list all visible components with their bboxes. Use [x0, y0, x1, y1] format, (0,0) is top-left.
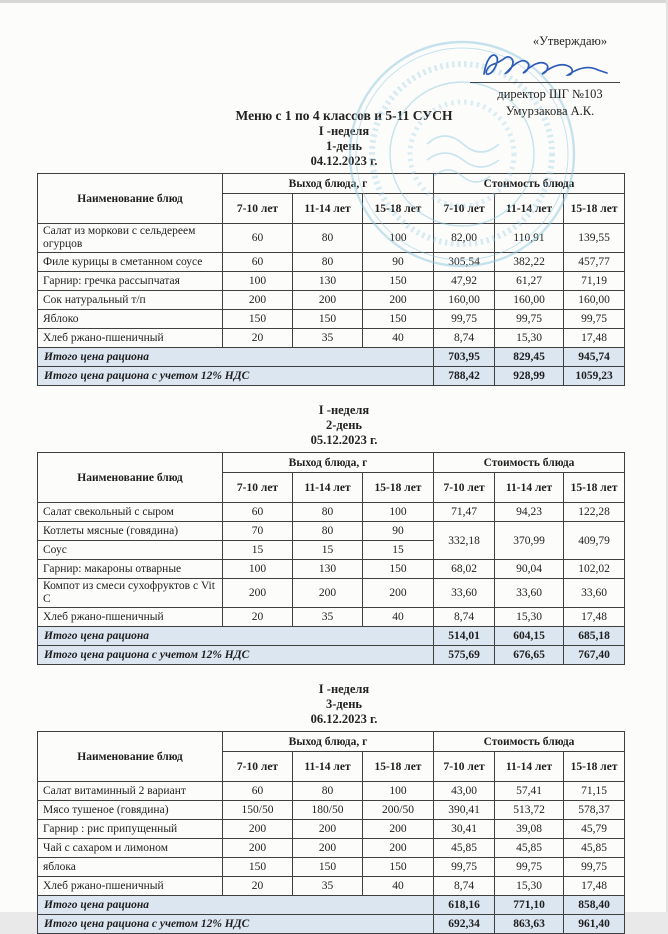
output-value: 150/50 [223, 801, 293, 820]
total-value: 692,34 [434, 915, 495, 934]
signature-area [452, 50, 648, 86]
dish-row [38, 253, 625, 272]
output-value: 150 [223, 310, 293, 329]
output-value: 60 [223, 253, 293, 272]
dish-row [38, 560, 625, 579]
director-name: Умурзакова А.К. [505, 104, 595, 118]
output-value: 200 [293, 839, 363, 858]
dish-name: Компот из смеси сухофруктов с Vit C [38, 579, 223, 608]
age-header: 15-18 лет [564, 194, 625, 224]
cost-value: 382,22 [495, 253, 564, 272]
cost-value: 160,00 [564, 291, 625, 310]
total-value: 771,10 [495, 896, 564, 915]
cost-value: 160,00 [495, 291, 564, 310]
age-header: 7-10 лет [434, 752, 495, 782]
output-value: 200 [363, 839, 434, 858]
dish-name: Яблоко [38, 310, 223, 329]
total-value: 685,18 [564, 627, 625, 646]
dish-row [38, 579, 625, 608]
menu-table-day3 [37, 731, 625, 934]
menu-title: Меню с 1 по 4 классов и 5-11 СУСН [235, 108, 453, 123]
cost-value: 160,00 [434, 291, 495, 310]
week-label-3: I -неделя [318, 682, 370, 696]
total-value: 676,65 [495, 646, 564, 665]
total-value: 703,95 [434, 348, 495, 367]
total-value: 961,40 [564, 915, 625, 934]
age-header: 7-10 лет [434, 473, 495, 503]
cost-value: 33,60 [564, 579, 625, 608]
cost-value: 513,72 [495, 801, 564, 820]
cost-group-header: Стоимость блюда [434, 732, 625, 752]
total-value: 575,69 [434, 646, 495, 665]
dish-row [38, 820, 625, 839]
output-value: 100 [363, 782, 434, 801]
age-header: 15-18 лет [363, 473, 434, 503]
age-header: 11-14 лет [495, 752, 564, 782]
output-value: 40 [363, 608, 434, 627]
output-value: 200 [293, 579, 363, 608]
output-value: 100 [363, 224, 434, 253]
dish-row [38, 291, 625, 310]
dish-name: Мясо тушеное (говядина) [38, 801, 223, 820]
dish-name: Салат свекольный с сыром [38, 503, 223, 522]
dish-row [38, 224, 625, 253]
cost-value: 94,23 [495, 503, 564, 522]
output-value: 200 [223, 579, 293, 608]
dish-name: Гарнир : рис припущенный [38, 820, 223, 839]
cost-value: 17,48 [564, 877, 625, 896]
output-value: 200 [363, 291, 434, 310]
output-value: 80 [293, 522, 363, 541]
cost-value: 39,08 [495, 820, 564, 839]
output-value: 130 [293, 272, 363, 291]
cost-value: 30,41 [434, 820, 495, 839]
cost-value: 33,60 [434, 579, 495, 608]
cost-value-merged: 370,99 [495, 522, 564, 560]
week-label-1: I -неделя [318, 124, 370, 138]
day-label-2: 2-день [325, 418, 363, 432]
cost-value: 139,55 [564, 224, 625, 253]
dish-name: Чай с сахаром и лимоном [38, 839, 223, 858]
output-group-header: Выход блюда, г [223, 453, 434, 473]
age-header: 11-14 лет [293, 194, 363, 224]
cost-value: 99,75 [434, 858, 495, 877]
output-value: 40 [363, 329, 434, 348]
cost-group-header: Стоимость блюда [434, 174, 625, 194]
output-value: 200/50 [363, 801, 434, 820]
cost-value: 45,79 [564, 820, 625, 839]
cost-value: 47,92 [434, 272, 495, 291]
approval-block [452, 33, 648, 120]
dish-name: яблока [38, 858, 223, 877]
cost-value: 390,41 [434, 801, 495, 820]
cost-group-header: Стоимость блюда [434, 453, 625, 473]
cost-value: 71,19 [564, 272, 625, 291]
output-value: 150 [363, 272, 434, 291]
total-value: 829,45 [495, 348, 564, 367]
cost-value: 99,75 [564, 858, 625, 877]
total-value: 858,40 [564, 896, 625, 915]
age-header: 15-18 лет [564, 752, 625, 782]
cost-value: 99,75 [495, 858, 564, 877]
cost-value: 578,37 [564, 801, 625, 820]
dish-row [38, 608, 625, 627]
cost-value: 99,75 [564, 310, 625, 329]
cost-value: 45,85 [564, 839, 625, 858]
dish-name: Соус [38, 541, 223, 560]
dish-row [38, 782, 625, 801]
date-label-3: 06.12.2023 г. [310, 712, 378, 726]
output-value: 150 [223, 858, 293, 877]
age-header: 11-14 лет [293, 473, 363, 503]
cost-value: 61,27 [495, 272, 564, 291]
cost-value: 15,30 [495, 877, 564, 896]
output-value: 70 [223, 522, 293, 541]
dish-name: Котлеты мясные (говядина) [38, 522, 223, 541]
total-value: 618,16 [434, 896, 495, 915]
signature-icon [476, 44, 616, 84]
dish-row [38, 272, 625, 291]
total-label: Итого цена рациона [38, 627, 434, 646]
output-value: 200 [293, 820, 363, 839]
age-header: 15-18 лет [363, 194, 434, 224]
cost-value: 43,00 [434, 782, 495, 801]
cost-value: 45,85 [495, 839, 564, 858]
age-header: 7-10 лет [223, 194, 293, 224]
cost-value: 15,30 [495, 608, 564, 627]
dish-row [38, 522, 625, 541]
output-value: 80 [293, 253, 363, 272]
total-label: Итого цена рациона [38, 896, 434, 915]
output-value: 200 [293, 291, 363, 310]
cost-value: 8,74 [434, 877, 495, 896]
output-value: 200 [363, 579, 434, 608]
dish-name: Гарнир: гречка рассыпчатая [38, 272, 223, 291]
output-value: 150 [293, 310, 363, 329]
output-value: 200 [223, 820, 293, 839]
output-value: 15 [293, 541, 363, 560]
dish-name: Хлеб ржано-пшеничный [38, 877, 223, 896]
col-name-header: Наименование блюд [38, 174, 223, 224]
age-header: 7-10 лет [434, 194, 495, 224]
output-value: 150 [293, 858, 363, 877]
cost-value: 8,74 [434, 608, 495, 627]
dish-row [38, 503, 625, 522]
cost-value: 68,02 [434, 560, 495, 579]
output-value: 150 [363, 310, 434, 329]
dish-name: Хлеб ржано-пшеничный [38, 329, 223, 348]
output-value: 100 [223, 272, 293, 291]
total-value: 767,40 [564, 646, 625, 665]
cost-value: 90,04 [495, 560, 564, 579]
total-label: Итого цена рациона с учетом 12% НДС [38, 367, 434, 386]
output-value: 150 [363, 560, 434, 579]
week-label-2: I -неделя [318, 403, 370, 417]
total-row [38, 348, 625, 367]
cost-value: 71,47 [434, 503, 495, 522]
output-value: 15 [223, 541, 293, 560]
scan-top-edge [0, 0, 668, 3]
output-value: 80 [293, 782, 363, 801]
col-name-header: Наименование блюд [38, 732, 223, 782]
output-value: 90 [363, 522, 434, 541]
cost-value: 71,15 [564, 782, 625, 801]
output-value: 40 [363, 877, 434, 896]
output-group-header: Выход блюда, г [223, 732, 434, 752]
dish-name: Сок натуральный т/п [38, 291, 223, 310]
dish-row [38, 877, 625, 896]
cost-value: 8,74 [434, 329, 495, 348]
age-header: 11-14 лет [293, 752, 363, 782]
total-label: Итого цена рациона с учетом 12% НДС [38, 646, 434, 665]
output-value: 20 [223, 877, 293, 896]
date-label-1: 04.12.2023 г. [310, 154, 378, 168]
total-label: Итого цена рациона с учетом 12% НДС [38, 915, 434, 934]
output-value: 20 [223, 329, 293, 348]
cost-value: 110,91 [495, 224, 564, 253]
day-label-1: 1-день [325, 139, 363, 153]
dish-name: Салат витаминный 2 вариант [38, 782, 223, 801]
cost-value: 15,30 [495, 329, 564, 348]
cost-value: 57,41 [495, 782, 564, 801]
output-value: 60 [223, 782, 293, 801]
cost-value-merged: 332,18 [434, 522, 495, 560]
col-name-header: Наименование блюд [38, 453, 223, 503]
output-value: 100 [223, 560, 293, 579]
approve-label: «Утверждаю» [532, 34, 608, 48]
total-value: 863,63 [495, 915, 564, 934]
cost-value: 45,85 [434, 839, 495, 858]
cost-value: 305,54 [434, 253, 495, 272]
total-row [38, 915, 625, 934]
output-value: 80 [293, 224, 363, 253]
age-header: 7-10 лет [223, 473, 293, 503]
date-label-2: 05.12.2023 г. [310, 433, 378, 447]
cost-value: 17,48 [564, 329, 625, 348]
dish-row [38, 329, 625, 348]
output-value: 200 [223, 839, 293, 858]
age-header: 7-10 лет [223, 752, 293, 782]
output-value: 130 [293, 560, 363, 579]
total-value: 1059,23 [564, 367, 625, 386]
output-value: 90 [363, 253, 434, 272]
cost-value: 99,75 [495, 310, 564, 329]
dish-row [38, 858, 625, 877]
cost-value: 17,48 [564, 608, 625, 627]
total-value: 928,99 [495, 367, 564, 386]
total-value: 788,42 [434, 367, 495, 386]
total-label: Итого цена рациона [38, 348, 434, 367]
dish-row [38, 310, 625, 329]
output-value: 35 [293, 329, 363, 348]
cost-value: 82,00 [434, 224, 495, 253]
output-value: 200 [363, 820, 434, 839]
output-value: 60 [223, 224, 293, 253]
total-row [38, 646, 625, 665]
output-group-header: Выход блюда, г [223, 174, 434, 194]
director-title: директор ШГ №103 [497, 87, 603, 101]
dish-name: Салат из моркови с сельдереем огурцов [38, 224, 223, 253]
cost-value: 102,02 [564, 560, 625, 579]
dish-row [38, 839, 625, 858]
cost-value: 33,60 [495, 579, 564, 608]
total-row [38, 627, 625, 646]
output-value: 15 [363, 541, 434, 560]
day-label-3: 3-день [325, 697, 363, 711]
total-value: 945,74 [564, 348, 625, 367]
dish-name: Хлеб ржано-пшеничный [38, 608, 223, 627]
cost-value-merged: 409,79 [564, 522, 625, 560]
output-value: 35 [293, 608, 363, 627]
dish-row [38, 801, 625, 820]
age-header: 11-14 лет [495, 194, 564, 224]
dish-name: Филе курицы в сметанном соусе [38, 253, 223, 272]
dish-name: Гарнир: макароны отварные [38, 560, 223, 579]
menu-table-day2 [37, 452, 625, 665]
total-row [38, 896, 625, 915]
output-value: 80 [293, 503, 363, 522]
output-value: 100 [363, 503, 434, 522]
age-header: 15-18 лет [363, 752, 434, 782]
output-value: 35 [293, 877, 363, 896]
output-value: 180/50 [293, 801, 363, 820]
output-value: 200 [223, 291, 293, 310]
total-value: 514,01 [434, 627, 495, 646]
cost-value: 457,77 [564, 253, 625, 272]
age-header: 11-14 лет [495, 473, 564, 503]
total-row [38, 367, 625, 386]
total-value: 604,15 [495, 627, 564, 646]
menu-table-day1 [37, 173, 625, 386]
output-value: 60 [223, 503, 293, 522]
output-value: 20 [223, 608, 293, 627]
cost-value: 99,75 [434, 310, 495, 329]
cost-value: 122,28 [564, 503, 625, 522]
output-value: 150 [363, 858, 434, 877]
age-header: 15-18 лет [564, 473, 625, 503]
